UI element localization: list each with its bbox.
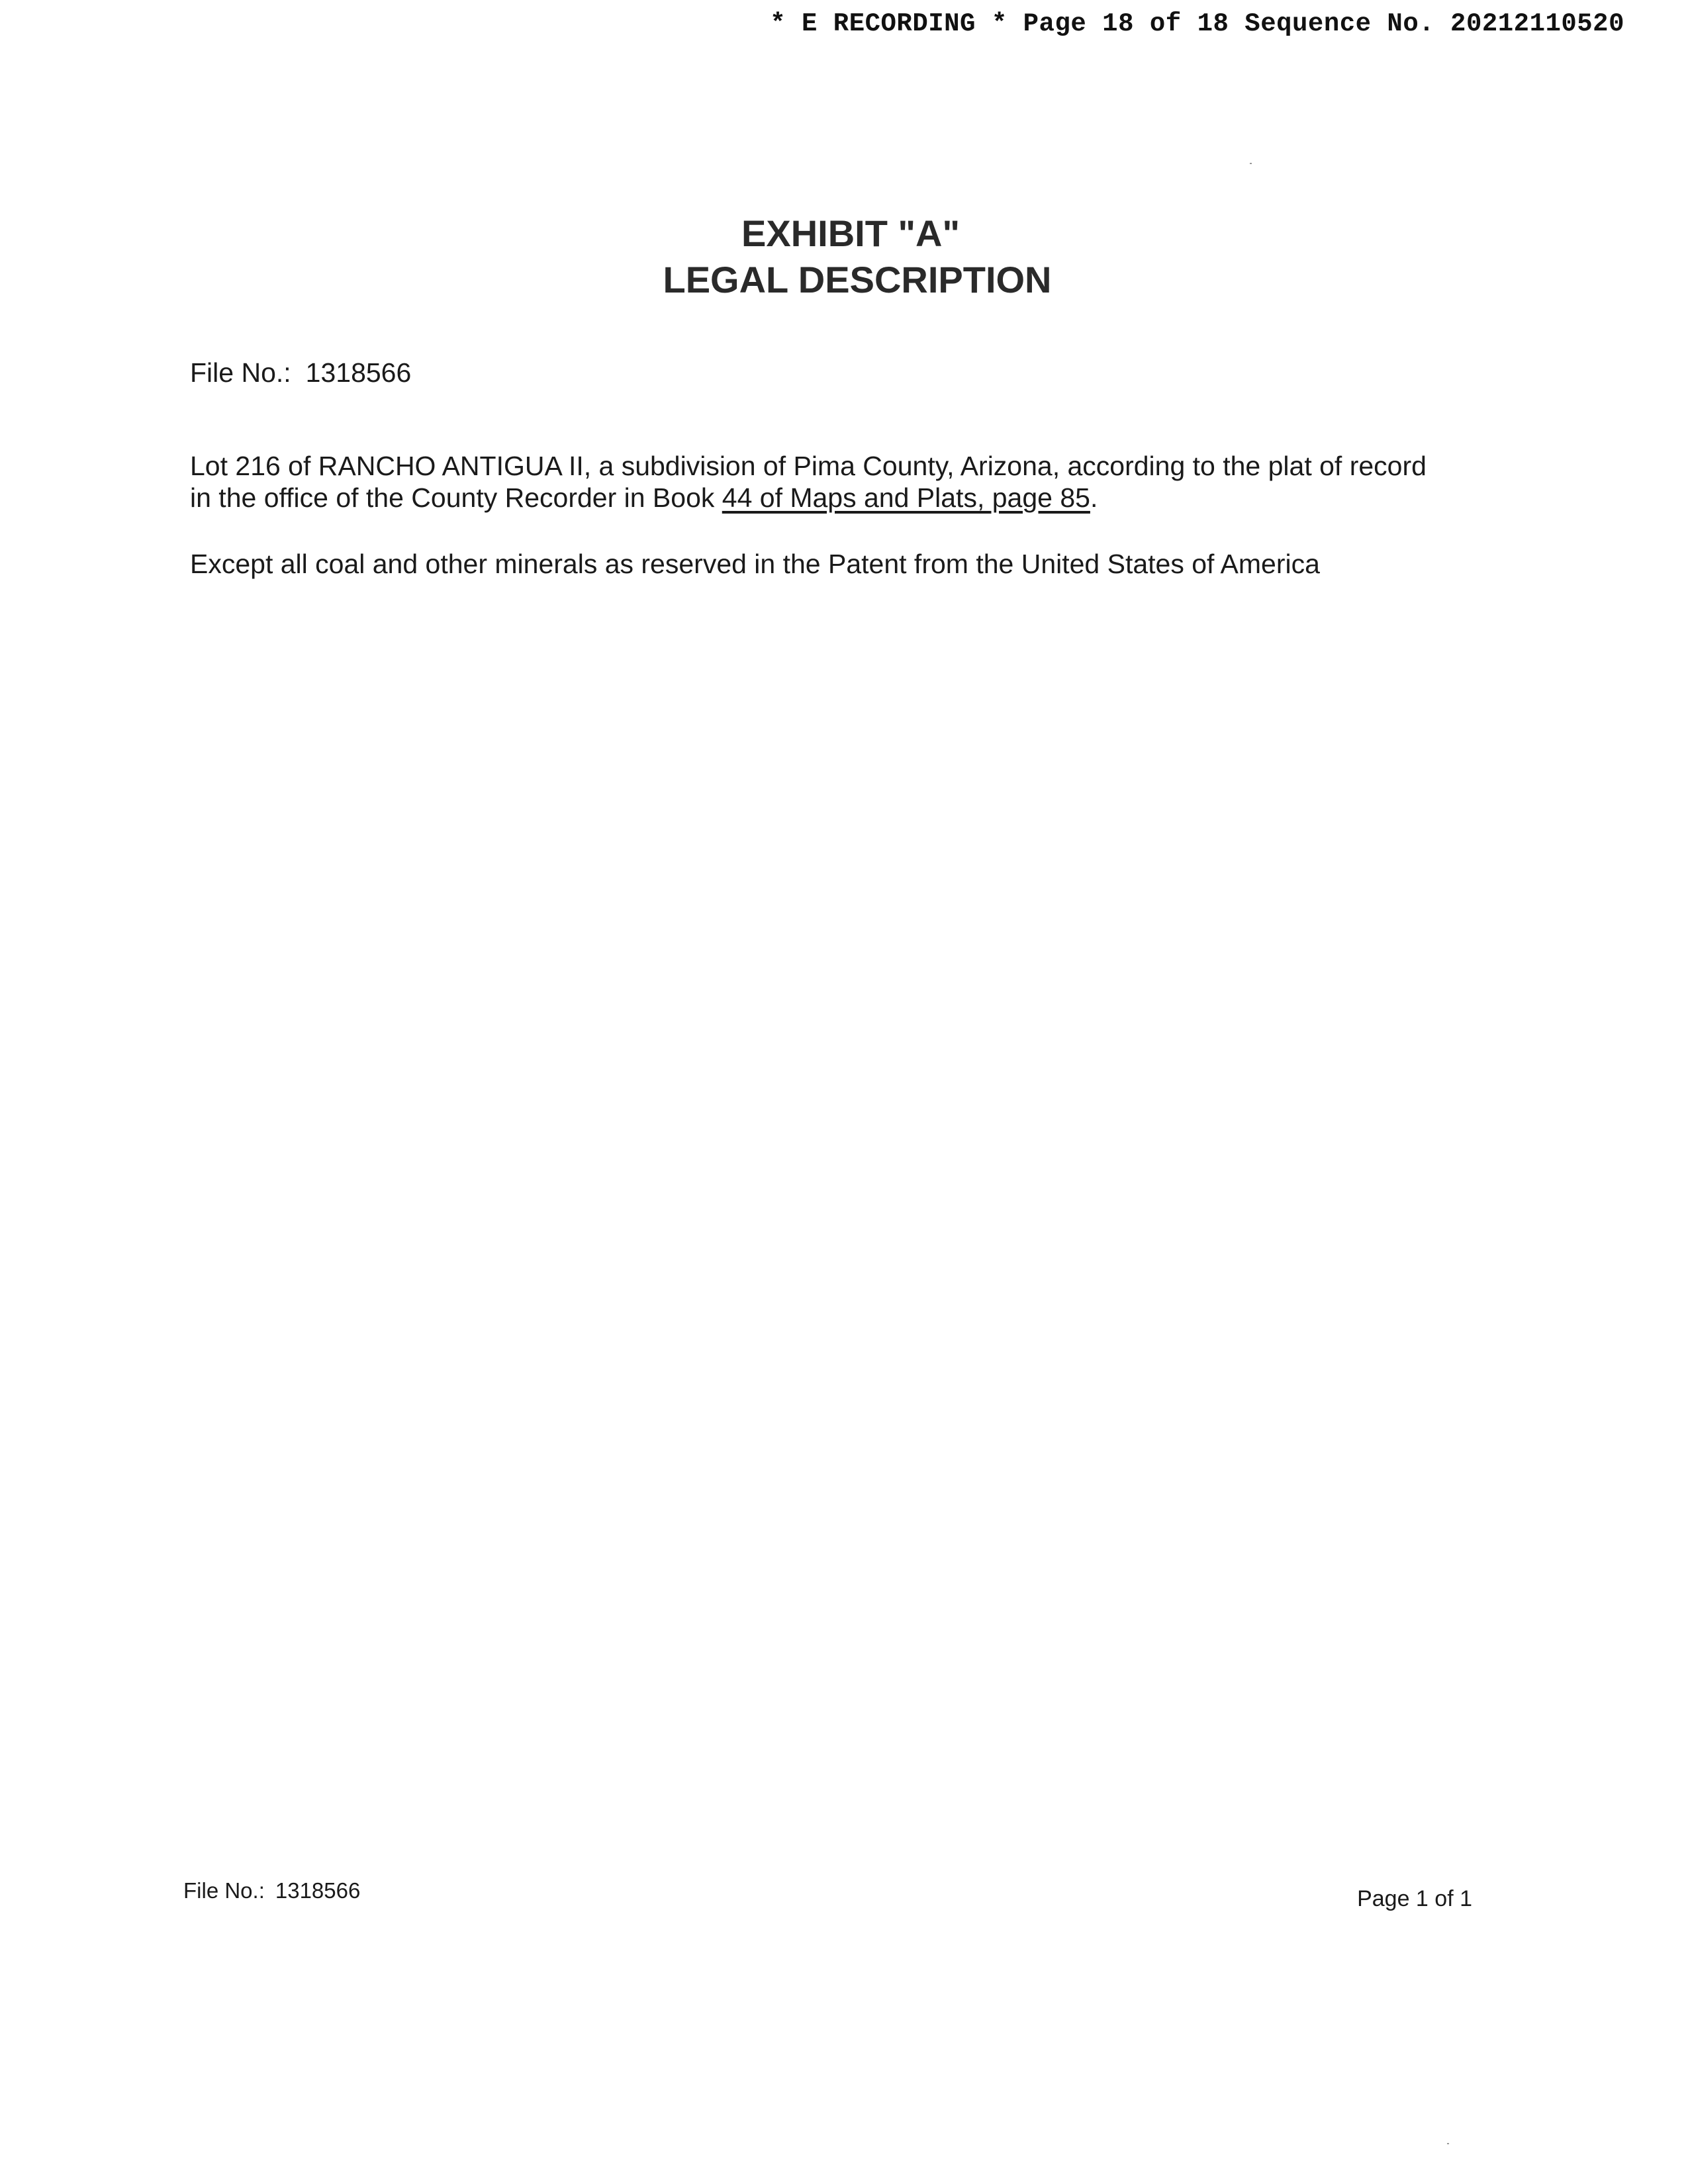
mineral-exception: Except all coal and other minerals as reserved in the Patent from the United States of America [190, 549, 1320, 579]
legal-description-line2-suffix: . [1090, 482, 1098, 513]
file-number-value: 1318566 [305, 357, 412, 388]
exhibit-subtitle: LEGAL DESCRIPTION [663, 259, 1052, 300]
exhibit-heading [0, 210, 1688, 303]
footer-page-number: Page 1 of 1 [1357, 1886, 1472, 1911]
legal-description-line2-prefix: in the office of the County Recorder in Book [190, 482, 722, 513]
plat-book-reference: 44 of Maps and Plats, page 85 [722, 482, 1090, 513]
file-number [190, 357, 411, 388]
scan-speck [1250, 163, 1252, 164]
footer-file-label: File No.: [183, 1878, 265, 1903]
exhibit-title: EXHIBIT "A" [741, 212, 960, 254]
footer-file-number [183, 1878, 360, 1903]
scan-speck [1447, 2143, 1449, 2144]
file-number-label: File No.: [190, 357, 291, 388]
legal-description-line1: Lot 216 of RANCHO ANTIGUA II, a subdivision of Pima County, Arizona, according to the plat of record [190, 451, 1427, 481]
footer-file-value: 1318566 [275, 1878, 361, 1903]
recording-header: * E RECORDING * Page 18 of 18 Sequence No. 20212110520 [770, 9, 1624, 38]
legal-description-line2 [190, 482, 1514, 514]
legal-description [190, 450, 1514, 514]
